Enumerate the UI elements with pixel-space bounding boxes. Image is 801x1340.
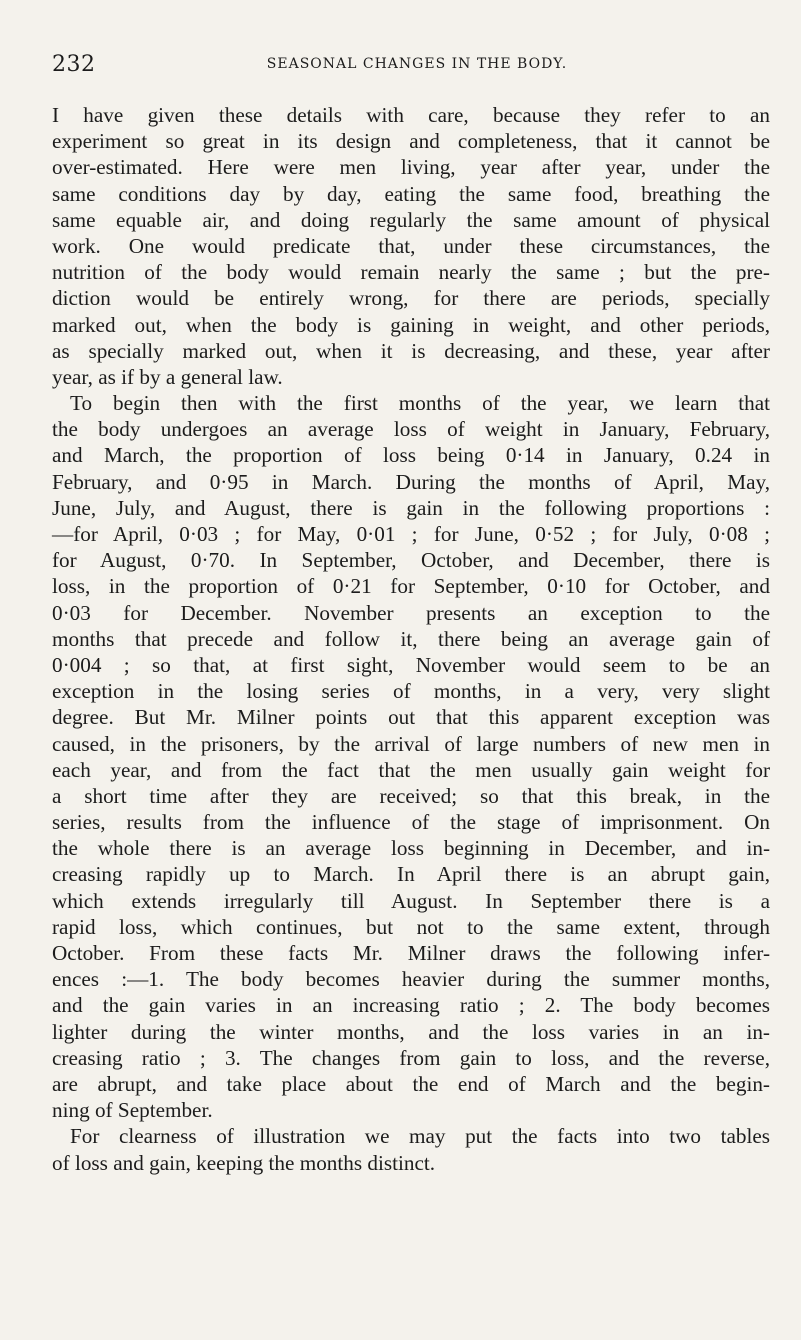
- text-line: are abrupt, and take place about the end of March and the begin-: [52, 1071, 770, 1096]
- text-line: ning of September.: [52, 1098, 213, 1123]
- text-line: and March, the proportion of loss being 0·14 in January, 0.24 in: [52, 443, 770, 468]
- text-line: experiment so great in its design and completeness, that it cannot be: [52, 129, 770, 154]
- text-line: work. One would predicate that, under these circumstances, the: [52, 233, 770, 258]
- text-line: diction would be entirely wrong, for there are periods, specially: [52, 286, 770, 311]
- text-line: 0·03 for December. November presents an exception to the: [52, 600, 770, 625]
- text-line: exception in the losing series of months, in a very, very slight: [52, 679, 770, 704]
- text-line: series, results from the influence of the stage of imprisonment. On: [52, 810, 770, 835]
- text-line: rapid loss, which continues, but not to the same extent, through: [52, 914, 770, 939]
- text-line: which extends irregularly till August. In September there is a: [52, 888, 770, 913]
- page-number: 232: [52, 52, 96, 77]
- text-line: creasing ratio ; 3. The changes from gain to loss, and the reverse,: [52, 1045, 770, 1070]
- text-line: same conditions day by day, eating the same food, breathing the: [52, 181, 770, 206]
- text-line: as specially marked out, when it is decreasing, and these, year after: [52, 338, 770, 363]
- text-line: To begin then with the first months of the year, we learn that: [70, 391, 770, 416]
- text-line: 0·004 ; so that, at first sight, November would seem to be an: [52, 652, 770, 677]
- running-title: SEASONAL CHANGES IN THE BODY.: [266, 56, 568, 72]
- text-line: February, and 0·95 in March. During the months of April, May,: [52, 469, 770, 494]
- text-line: caused, in the prisoners, by the arrival of large numbers of new men in: [52, 731, 770, 756]
- text-line: marked out, when the body is gaining in weight, and other periods,: [52, 312, 770, 337]
- text-line: loss, in the proportion of 0·21 for September, 0·10 for October, and: [52, 574, 770, 599]
- text-line: I have given these details with care, because they refer to an: [52, 103, 770, 127]
- text-line: months that precede and follow it, there being an average gain of: [52, 626, 770, 651]
- text-line: June, July, and August, there is gain in the following proportions :: [52, 495, 770, 520]
- text-line: —for April, 0·03 ; for May, 0·01 ; for June, 0·52 ; for July, 0·08 ;: [52, 522, 770, 546]
- text-line: and the gain varies in an increasing ratio ; 2. The body becomes: [52, 993, 770, 1018]
- text-line: a short time after they are received; so that this break, in the: [52, 783, 770, 808]
- text-line: ences :—1. The body becomes heavier during the summer months,: [52, 967, 770, 992]
- text-line: same equable air, and doing regularly the same amount of physical: [52, 207, 770, 232]
- text-line: lighter during the winter months, and the loss varies in an in-: [52, 1019, 770, 1044]
- body-text: [52, 102, 770, 1176]
- running-head: [52, 52, 782, 80]
- text-line: degree. But Mr. Milner points out that this apparent exception was: [52, 705, 770, 730]
- text-line: over-estimated. Here were men living, year after year, under the: [52, 155, 770, 180]
- text-line: the whole there is an average loss beginning in December, and in-: [52, 836, 770, 861]
- text-line: creasing rapidly up to March. In April there is an abrupt gain,: [52, 862, 770, 887]
- text-line: year, as if by a general law.: [52, 364, 283, 389]
- text-line: the body undergoes an average loss of weight in January, February,: [52, 417, 770, 442]
- text-line: October. From these facts Mr. Milner draws the following infer-: [52, 941, 770, 965]
- text-line: for August, 0·70. In September, October, and December, there is: [52, 548, 770, 573]
- text-line: each year, and from the fact that the men usually gain weight for: [52, 757, 770, 782]
- text-line: For clearness of illustration we may put the facts into two tables: [70, 1124, 770, 1149]
- text-line: nutrition of the body would remain nearly the same ; but the pre-: [52, 260, 770, 285]
- text-line: of loss and gain, keeping the months distinct.: [52, 1150, 436, 1175]
